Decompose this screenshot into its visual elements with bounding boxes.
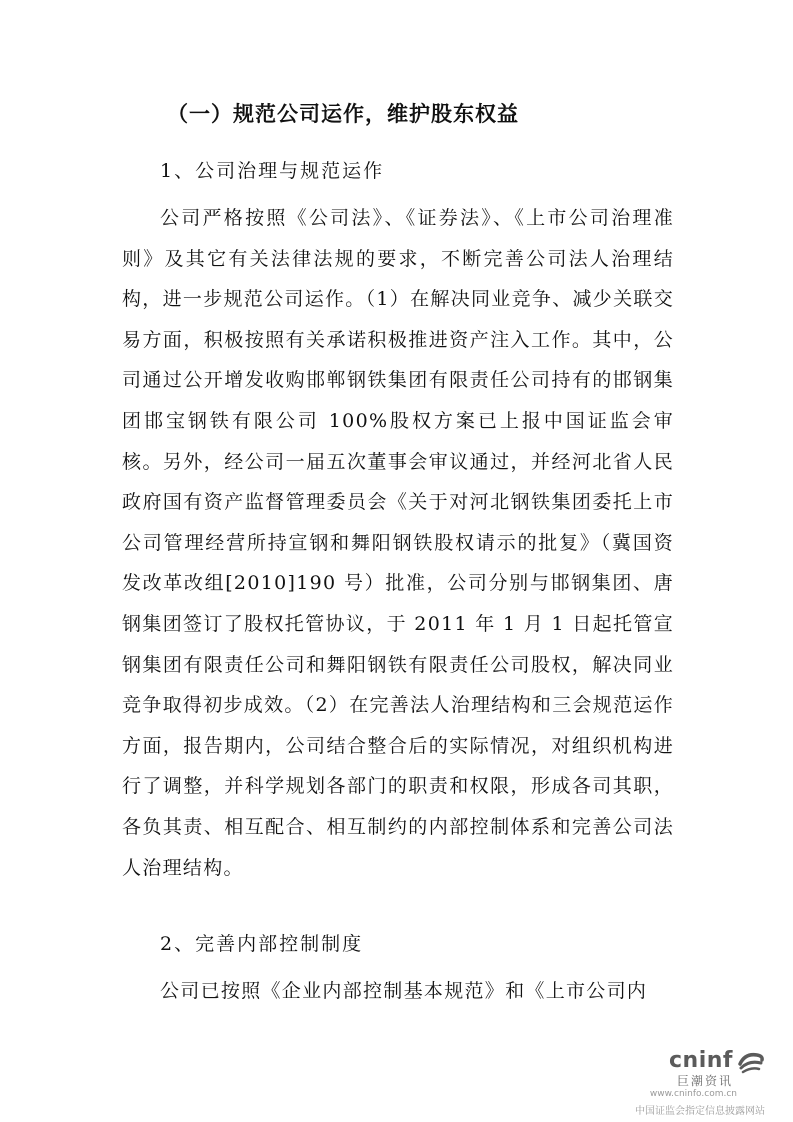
subsection-1-title: 1、公司治理与规范运作 (160, 160, 385, 182)
subsection-2-body: 公司已按照《企业内部控制基本规范》和《上市公司内 (160, 980, 648, 1002)
section-heading: （一）规范公司运作，维护股东权益 (167, 101, 519, 126)
subsection-2-title: 2、完善内部控制制度 (160, 933, 364, 955)
cninfo-logo-text: cninf (669, 1048, 733, 1073)
cninfo-logo-icon (737, 1050, 765, 1074)
subsection-1-body: 公司严格按照《公司法》、《证券法》、《上市公司治理准则》及其它有关法律法规的要求，不断完善公司法人治理结构，进一步规范公司运作。（1）在解决同业竞争、减少关联交易方面，积极按照有关承诺积极推进资产注入工作。其中，公司通过公开增发收购邯郸钢铁集团有限责任公司持有的邯钢集团邯宝钢铁有限公司 100%股权方案已上报中国证监会审核。另外，经公司一届五次董事会审议通过，并经河北省人民政府国有资产监督管理委员会《关于对河北钢铁集团委托上市公司管理经营所持宣钢和舞阳钢铁股权请示的批复》（冀国资发改革改组[2010]190 号）批准，公司分别与邯钢集团、唐钢集团签订了股权托管协议，于 2011 年 1 月 1 日起托管宣钢集团有限责任公司和舞阳钢铁有限责任公司股权，解决同业竞争取得初步成效。（2）在完善法人治理结构和三会规范运作方面，报告期内，公司结合整合后的实际情况，对组织机构进行了调整，并科学规划各部门的职责和权限，形成各司其职，各负其责、相互配合、相互制约的内部控制体系和完善公司法人治理结构。 (122, 207, 674, 879)
cninfo-watermark (585, 1048, 765, 1118)
cninfo-site-desc: 中国证监会指定信息披露网站 (635, 1106, 765, 1117)
cninfo-url: www.cninfo.com.cn (649, 1089, 737, 1099)
cninfo-logo-cn: 巨潮资讯 (676, 1074, 733, 1088)
